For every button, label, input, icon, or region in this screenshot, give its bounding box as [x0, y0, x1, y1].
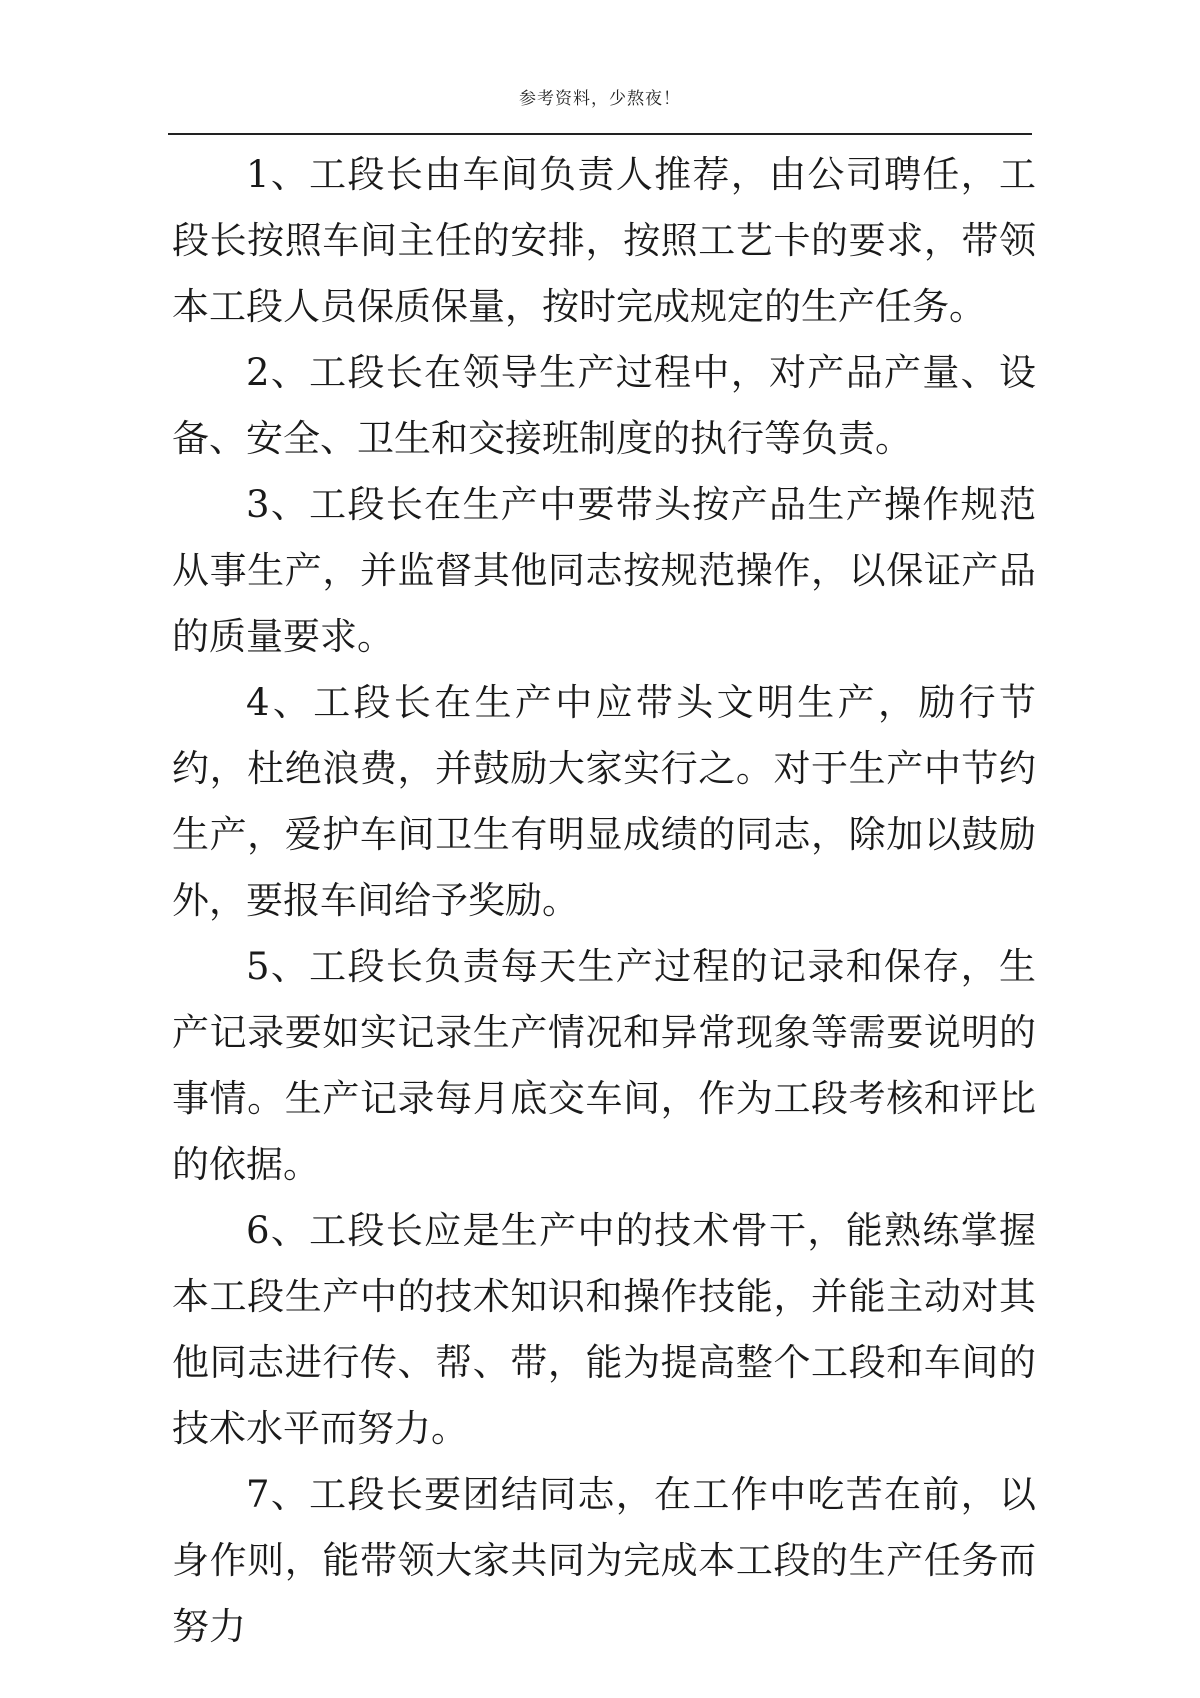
paragraph-7: 7、工段长要团结同志，在工作中吃苦在前，以身作则，能带领大家共同为完成本工段的生产任务而努力 — [172, 1473, 1036, 1648]
paragraph-5: 5、工段长负责每天生产过程的记录和保存，生产记录要如实记录生产情况和异常现象等需要说明的事情。生产记录每月底交车间，作为工段考核和评比的依据。 — [172, 945, 1036, 1186]
paragraph-4: 4、工段长在生产中应带头文明生产，励行节约，杜绝浪费，并鼓励大家实行之。对于生产中节约生产，爱护车间卫生有明显成绩的同志，除加以鼓励外，要报车间给予奖励。 — [172, 681, 1036, 922]
document-body — [172, 142, 1036, 1660]
header-divider — [168, 133, 1032, 135]
paragraph-3: 3、工段长在生产中要带头按产品生产操作规范从事生产，并监督其他同志按规范操作，以保证产品的质量要求。 — [172, 483, 1036, 658]
paragraph-1: 1、工段长由车间负责人推荐，由公司聘任，工段长按照车间主任的安排，按照工艺卡的要求，带领本工段人员保质保量，按时完成规定的生产任务。 — [172, 153, 1036, 328]
page-header: 参考资料，少熬夜！ — [519, 89, 681, 109]
paragraph-6: 6、工段长应是生产中的技术骨干，能熟练掌握本工段生产中的技术知识和操作技能，并能主动对其他同志进行传、帮、带，能为提高整个工段和车间的技术水平而努力。 — [172, 1209, 1036, 1450]
paragraph-2: 2、工段长在领导生产过程中，对产品产量、设备、安全、卫生和交接班制度的执行等负责。 — [172, 351, 1036, 460]
